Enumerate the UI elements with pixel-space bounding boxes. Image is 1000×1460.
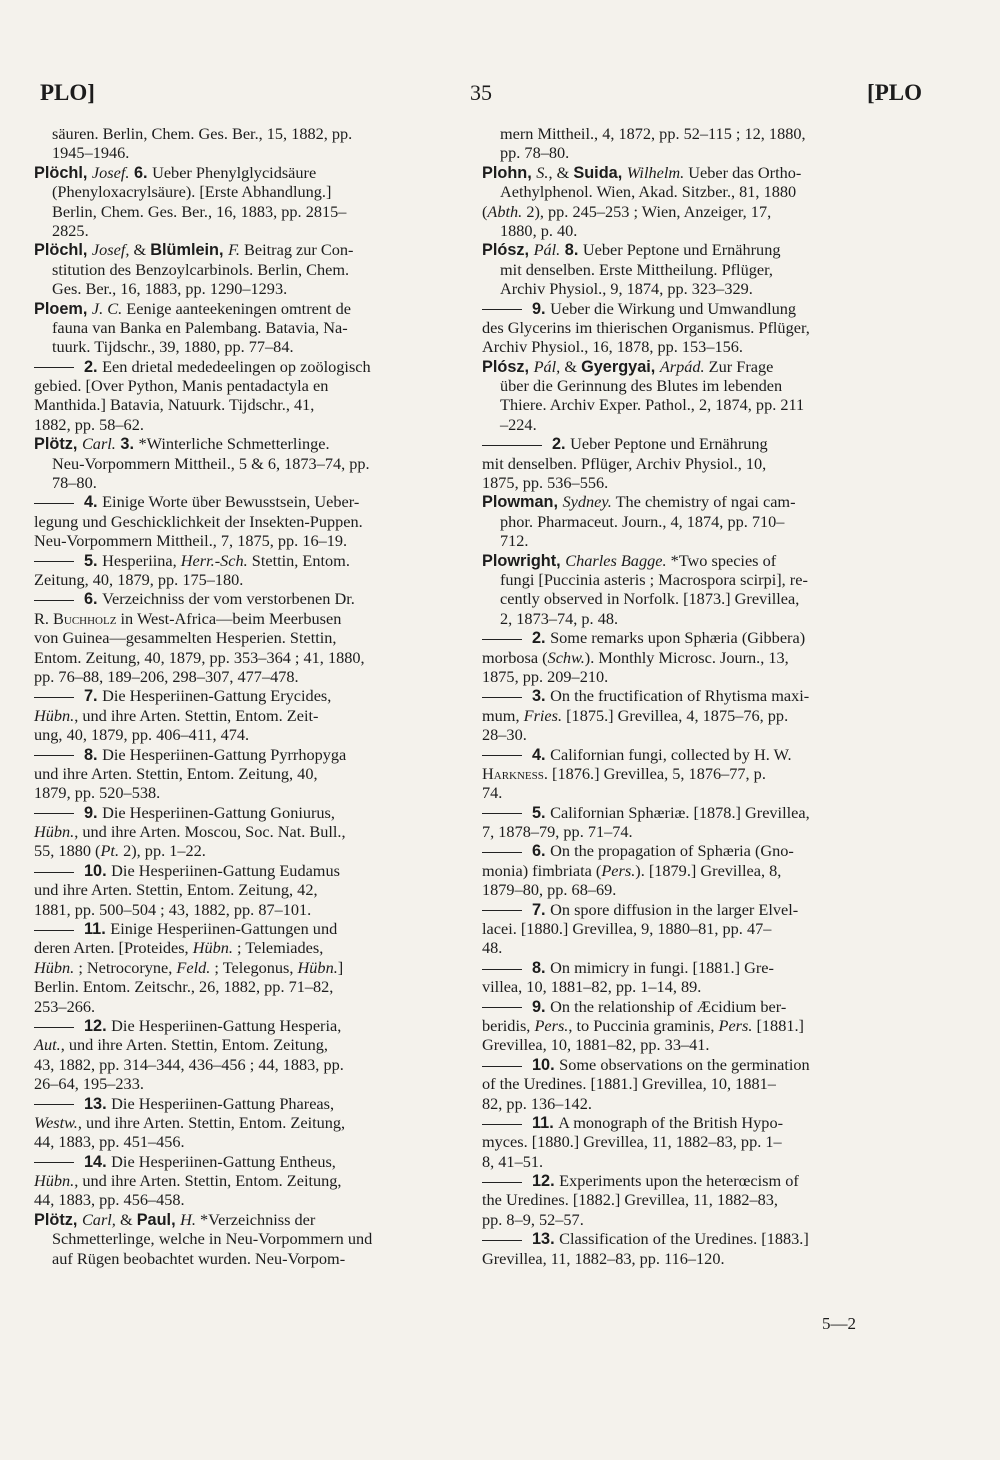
italic-text: Aut.	[34, 1035, 61, 1055]
text-line	[34, 551, 479, 570]
left-column	[34, 124, 479, 1268]
smallcaps-text: Harkness.	[482, 763, 548, 783]
smallcaps-text: Buchholz	[53, 608, 117, 628]
bold-text: 13.	[532, 1230, 560, 1249]
text-line: 2825.	[52, 220, 89, 240]
text-line	[34, 686, 479, 705]
plain-text: 55, 1880 (	[34, 841, 101, 861]
italic-text: Westw.	[34, 1112, 78, 1132]
rule-dash	[482, 969, 522, 970]
bold-text: 11.	[532, 1113, 559, 1132]
text-line: 1881, pp. 500–504 ; 43, 1882, pp. 87–101.	[34, 899, 312, 919]
plain-text: Einige Hesperiinen-Gattungen und	[110, 919, 338, 939]
rule-dash	[482, 445, 542, 446]
text-line	[482, 764, 927, 783]
bold-text: 9.	[532, 997, 551, 1016]
rule-dash	[34, 813, 74, 814]
text-line	[482, 299, 927, 318]
text-line	[34, 1113, 479, 1132]
rule-dash	[34, 697, 74, 698]
text-line	[482, 1016, 927, 1035]
plain-text: *Winterliche Schmetterlinge.	[138, 434, 330, 454]
bold-text: 3.	[115, 435, 139, 454]
bold-text: 9.	[84, 803, 103, 822]
right-column	[482, 124, 927, 1268]
bold-text: 4.	[532, 745, 551, 764]
text-line	[34, 938, 479, 957]
text-line	[482, 900, 927, 919]
plain-text: ; Telegonus,	[210, 957, 298, 977]
text-line: 28–30.	[482, 725, 527, 745]
rule-dash	[34, 1104, 74, 1105]
plain-text: , und ihre Arten. Stettin, Entom. Zeit-	[74, 705, 319, 725]
text-line: tuurk. Tijdschr., 39, 1880, pp. 77–84.	[52, 337, 294, 357]
plain-text: , und ihre Arten. Moscou, Soc. Nat. Bull.,	[74, 822, 346, 842]
rule-dash	[482, 1066, 522, 1067]
italic-text: Hübn.	[34, 822, 75, 842]
text-line: villea, 10, 1881–82, pp. 1–14, 89.	[482, 977, 702, 997]
text-line: 78–80.	[52, 473, 97, 493]
plain-text: On mimicry in fungi. [1881.] Gre-	[550, 957, 774, 977]
text-line	[34, 919, 479, 938]
text-line: 44, 1883, pp. 451–456.	[34, 1132, 185, 1152]
text-line: Grevillea, 11, 1882–83, pp. 116–120.	[482, 1248, 725, 1268]
plain-text: Some observations on the germination	[559, 1054, 810, 1074]
plain-text: Die Hesperiinen-Gattung Entheus,	[111, 1151, 336, 1171]
rule-dash	[482, 1007, 522, 1008]
bold-text: 5.	[532, 803, 551, 822]
signature-mark: 5—2	[822, 1314, 856, 1333]
plain-text: Ueber Phenylglycidsäure	[152, 162, 317, 182]
bold-text: Plohn,	[482, 163, 537, 182]
italic-text: Pál.	[533, 240, 561, 260]
bold-text: 6.	[84, 590, 103, 609]
text-line	[34, 357, 479, 376]
plain-text: Classification of the Uredines. [1883.]	[559, 1229, 809, 1249]
plain-text: Experiments upon the heterœcism of	[559, 1171, 799, 1191]
plain-text: *Two species of	[666, 550, 777, 570]
rule-dash	[482, 639, 522, 640]
rule-dash	[482, 910, 522, 911]
text-line	[34, 861, 479, 880]
bold-text: Plöchl,	[34, 241, 92, 260]
plain-text: deren Arten. [Proteides,	[34, 938, 193, 958]
text-line: 1882, pp. 58–62.	[34, 414, 144, 434]
plain-text: The chemistry of ngai cam-	[611, 492, 796, 512]
rule-dash	[34, 872, 74, 873]
bold-text: 8.	[532, 958, 551, 977]
text-line: 1875, pp. 209–210.	[482, 666, 609, 686]
text-line: mern Mittheil., 4, 1872, pp. 52–115 ; 12, 1880,	[500, 124, 806, 143]
text-line: fauna van Banka en Palembang. Batavia, Na-	[52, 317, 348, 337]
bold-text: Ploem,	[34, 299, 92, 318]
plain-text: Die Hesperiinen-Gattung Hesperia,	[111, 1015, 342, 1035]
text-line: Berlin. Entom. Zeitschr., 26, 1882, pp. 71–82,	[34, 977, 334, 997]
plain-text: ]	[337, 957, 344, 977]
text-line: –224.	[500, 414, 537, 434]
italic-text: Pers.	[601, 860, 636, 880]
plain-text: &	[115, 1209, 137, 1229]
text-line	[34, 492, 479, 511]
text-line: 253–266.	[34, 996, 96, 1016]
text-line: Neu-Vorpommern Mittheil., 5 & 6, 1873–74, pp.	[52, 453, 370, 473]
text-line	[482, 706, 927, 725]
text-line: 1879, pp. 520–538.	[34, 783, 161, 803]
rule-dash	[34, 503, 74, 504]
text-line: 7, 1878–79, pp. 71–74.	[482, 822, 633, 842]
plain-text: Ueber Peptone und Ernährung	[570, 434, 768, 454]
text-line: pp. 8–9, 52–57.	[482, 1209, 584, 1229]
bold-text: 8.	[84, 745, 103, 764]
text-line: auf Rügen beobachtet wurden. Neu-Vorpom-	[52, 1248, 346, 1268]
italic-text: Hübn.	[297, 957, 338, 977]
italic-text: J. C.	[91, 298, 123, 318]
text-line: Archiv Physiol., 9, 1874, pp. 323–329.	[500, 279, 753, 299]
text-line: of the Uredines. [1881.] Grevillea, 10, 1881–	[482, 1074, 776, 1094]
bold-text: 10.	[532, 1055, 560, 1074]
bold-text: 10.	[84, 861, 112, 880]
text-line	[34, 958, 479, 977]
bold-text: Paul,	[136, 1210, 181, 1229]
plain-text: in West-Africa—beim Meerbusen	[116, 608, 342, 628]
text-line: cently observed in Norfolk. [1873.] Grevillea,	[500, 589, 800, 609]
text-line	[482, 202, 927, 221]
bold-text: 13.	[84, 1094, 112, 1113]
bold-text: Plósz,	[482, 357, 534, 376]
plain-text: mum,	[482, 705, 524, 725]
text-line: und ihre Arten. Stettin, Entom. Zeitung, 42,	[34, 880, 318, 900]
text-line: Berlin, Chem. Ges. Ber., 16, 1883, pp. 2815–	[52, 201, 347, 221]
bold-text: 12.	[532, 1172, 560, 1191]
text-line	[34, 745, 479, 764]
rule-dash	[482, 813, 522, 814]
text-line: gebied. [Over Python, Manis pentadactyla en	[34, 376, 329, 396]
bold-text: 2.	[532, 629, 551, 648]
rule-dash	[482, 852, 522, 853]
text-line: 82, pp. 136–142.	[482, 1093, 592, 1113]
plain-text: &	[129, 240, 151, 260]
text-line	[482, 240, 927, 259]
plain-text: R.	[34, 608, 54, 628]
text-line: ung, 40, 1879, pp. 406–411, 474.	[34, 725, 250, 745]
page-number: 35	[470, 80, 492, 105]
text-line: säuren. Berlin, Chem. Ges. Ber., 15, 1882, pp.	[52, 124, 353, 143]
text-line	[34, 163, 479, 182]
plain-text: , to Puccinia graminis,	[568, 1015, 719, 1035]
text-line	[34, 240, 479, 259]
text-line: 48.	[482, 938, 503, 958]
plain-text: Die Hesperiinen-Gattung Erycides,	[102, 686, 332, 706]
plain-text: Einige Worte über Bewusstsein, Ueber-	[102, 492, 360, 512]
bold-text: Plósz,	[482, 241, 534, 260]
text-line: legung und Geschicklichkeit der Insekten-Puppen.	[34, 511, 363, 531]
italic-text: F.	[228, 240, 240, 260]
text-line	[34, 1016, 479, 1035]
text-line: Neu-Vorpommern Mittheil., 7, 1875, pp. 16–19.	[34, 531, 348, 551]
text-line	[34, 1152, 479, 1171]
plain-text: , und ihre Arten. Stettin, Entom. Zeitung,	[74, 1171, 342, 1191]
bold-text: 5.	[84, 551, 103, 570]
plain-text: On the propagation of Sphæria (Gno-	[550, 841, 794, 861]
plain-text: Hesperiina,	[102, 550, 181, 570]
plain-text: A monograph of the British Hypo-	[558, 1112, 784, 1132]
plain-text: Ueber Peptone und Ernährung	[582, 240, 781, 260]
text-line	[482, 1229, 927, 1248]
italic-text: Hübn.	[34, 1171, 75, 1191]
text-line	[482, 628, 927, 647]
plain-text: 2), pp. 1–22.	[119, 841, 206, 861]
italic-text: Pers.	[718, 1015, 753, 1035]
text-line	[34, 299, 479, 318]
plain-text: ; Telemiades,	[232, 938, 324, 958]
rule-dash	[482, 1240, 522, 1241]
plain-text: Stettin, Entom.	[247, 550, 350, 570]
rule-dash	[34, 561, 74, 562]
italic-text: Carl,	[81, 1209, 116, 1229]
text-line	[34, 1035, 479, 1054]
text-line: 1945–1946.	[52, 143, 130, 163]
text-line: 712.	[500, 531, 529, 551]
text-line	[482, 1171, 927, 1190]
text-line: 74.	[482, 783, 503, 803]
italic-text: Charles Bagge.	[565, 550, 667, 570]
plain-text: , und ihre Arten. Stettin, Entom. Zeitung,	[60, 1035, 328, 1055]
plain-text: Ueber das Ortho-	[684, 162, 802, 182]
plain-text: ). [1879.] Grevillea, 8,	[635, 860, 782, 880]
bold-text: Plötz,	[34, 1210, 82, 1229]
text-line: pp. 76–88, 189–206, 298–307, 477–478.	[34, 666, 299, 686]
italic-text: Pers.	[534, 1015, 569, 1035]
text-line: über die Gerinnung des Blutes im lebenden	[500, 376, 783, 396]
text-line	[34, 1210, 479, 1229]
bold-text: 6.	[532, 842, 551, 861]
text-line	[482, 745, 927, 764]
text-line	[482, 434, 927, 453]
plain-text: [1875.] Grevillea, 4, 1875–76, pp.	[562, 705, 789, 725]
rule-dash	[34, 1162, 74, 1163]
text-line	[482, 803, 927, 822]
plain-text: beridis,	[482, 1015, 535, 1035]
text-line: 1880, p. 40.	[500, 220, 578, 240]
bold-text: 2.	[84, 357, 103, 376]
plain-text: , und ihre Arten. Stettin, Entom. Zeitung,	[77, 1112, 346, 1132]
italic-text: Hübn.	[34, 957, 75, 977]
text-line: Aethylphenol. Wien, Akad. Sitzber., 81, 1880	[500, 182, 797, 202]
rule-dash	[34, 600, 74, 601]
italic-text: H.	[180, 1209, 196, 1229]
bold-text: Gyergyai,	[581, 357, 660, 376]
bold-text: 2.	[552, 435, 571, 454]
text-line: 1879–80, pp. 68–69.	[482, 880, 617, 900]
italic-text: Herr.-Sch.	[180, 550, 248, 570]
plain-text: Die Hesperiinen-Gattung Goniurus,	[102, 802, 335, 822]
text-line: mit denselben. Erste Mittheilung. Pflüger,	[500, 259, 773, 279]
bold-text: 11.	[84, 920, 111, 939]
italic-text: Arpád.	[659, 356, 705, 376]
text-line	[482, 861, 927, 880]
rule-dash	[34, 1027, 74, 1028]
text-line: 43, 1882, pp. 314–344, 436–456 ; 44, 1883, pp.	[34, 1054, 344, 1074]
plain-text: Beitrag zur Con-	[239, 240, 354, 260]
text-line	[34, 434, 479, 453]
plain-text: Californian fungi, collected by H. W.	[550, 744, 792, 764]
text-line: Thiere. Archiv Exper. Pathol., 2, 1874, pp. 211	[500, 395, 805, 415]
plain-text: Die Hesperiinen-Gattung Eudamus	[111, 860, 340, 880]
plain-text: &	[560, 356, 582, 376]
text-line	[34, 1171, 479, 1190]
bold-text: 7.	[532, 900, 551, 919]
text-line: Archiv Physiol., 16, 1878, pp. 153–156.	[482, 337, 743, 357]
text-line: Grevillea, 10, 1881–82, pp. 33–41.	[482, 1035, 710, 1055]
text-line: 2, 1873–74, p. 48.	[500, 608, 619, 628]
text-line	[482, 492, 927, 511]
text-line	[34, 609, 479, 628]
plain-text: (	[482, 201, 488, 221]
plain-text: On the relationship of Æcidium ber-	[550, 996, 787, 1016]
rule-dash	[34, 755, 74, 756]
plain-text: On spore diffusion in the larger Elvel-	[550, 899, 799, 919]
bold-text: 4.	[84, 493, 103, 512]
text-line: Zeitung, 40, 1879, pp. 175–180.	[34, 569, 244, 589]
plain-text: Die Hesperiinen-Gattung Phareas,	[111, 1093, 335, 1113]
plain-text: Die Hesperiinen-Gattung Pyrrhopyga	[102, 744, 347, 764]
bold-text: 14.	[84, 1152, 112, 1171]
italic-text: Pál,	[533, 356, 561, 376]
text-line: the Uredines. [1882.] Grevillea, 11, 1882–83,	[482, 1190, 779, 1210]
bold-text: 12.	[84, 1016, 112, 1035]
plain-text: [1881.]	[752, 1015, 804, 1035]
rule-dash	[482, 1182, 522, 1183]
text-line: des Glycerins im thierischen Organismus. Pflüger,	[482, 317, 810, 337]
text-line: (Phenyloxacrylsäure). [Erste Abhandlung.]	[52, 182, 332, 202]
bold-text: Plowright,	[482, 551, 566, 570]
text-line: 1875, pp. 536–556.	[482, 473, 609, 493]
rule-dash	[482, 309, 522, 310]
plain-text: Some remarks upon Sphæria (Gibbera)	[550, 628, 806, 648]
text-line	[482, 958, 927, 977]
text-line	[34, 822, 479, 841]
italic-text: Hübn.	[34, 705, 75, 725]
italic-text: Feld.	[176, 957, 211, 977]
text-line	[34, 589, 479, 608]
text-line: phor. Pharmaceut. Journ., 4, 1874, pp. 710–	[500, 511, 785, 531]
text-line	[482, 163, 927, 182]
italic-text: S.	[536, 162, 549, 182]
text-line: 8, 41–51.	[482, 1151, 544, 1171]
italic-text: Wilhelm.	[626, 162, 685, 182]
text-line: lacei. [1880.] Grevillea, 9, 1880–81, pp. 47–	[482, 919, 772, 939]
text-line: Ges. Ber., 16, 1883, pp. 1290–1293.	[52, 279, 288, 299]
plain-text: ). Monthly Microsc. Journ., 13,	[584, 647, 789, 667]
italic-text: Sydney.	[562, 492, 612, 512]
bold-text: Plöchl,	[34, 163, 92, 182]
text-line: myces. [1880.] Grevillea, 11, 1882–83, pp. 1–	[482, 1132, 782, 1152]
italic-text: Pt.	[100, 841, 120, 861]
plain-text: , &	[548, 162, 574, 182]
italic-text: Fries.	[523, 705, 563, 725]
text-line	[482, 1113, 927, 1132]
text-line: und ihre Arten. Stettin, Entom. Zeitung, 40,	[34, 763, 318, 783]
rule-dash	[34, 930, 74, 931]
text-line	[482, 551, 927, 570]
rule-dash	[482, 755, 522, 756]
rule-dash	[482, 697, 522, 698]
bold-text: 7.	[84, 687, 103, 706]
text-line: von Guinea—gesammelten Hesperien. Stettin,	[34, 628, 337, 648]
text-line: 44, 1883, pp. 456–458.	[34, 1190, 185, 1210]
text-line	[34, 803, 479, 822]
bold-text: 6.	[129, 163, 153, 182]
plain-text: ; Netrocoryne,	[74, 957, 177, 977]
running-head-left: PLO]	[40, 80, 95, 105]
italic-text: Josef,	[91, 240, 130, 260]
text-line	[34, 706, 479, 725]
plain-text: On the fructification of Rhytisma maxi-	[550, 686, 810, 706]
plain-text: [1876.] Grevillea, 5, 1876–77, p.	[547, 763, 766, 783]
bold-text: Suida,	[573, 163, 627, 182]
plain-text: Een drietal mededeelingen op zoölogisch	[102, 356, 371, 376]
bold-text: 3.	[532, 687, 551, 706]
text-line	[482, 648, 927, 667]
text-line	[482, 357, 927, 376]
text-line: Schmetterlinge, welche in Neu-Vorpommern und	[52, 1229, 373, 1249]
bold-text: Blümlein,	[150, 241, 229, 260]
text-line: mit denselben. Pflüger, Archiv Physiol., 10,	[482, 453, 767, 473]
running-head-right: [PLO	[867, 80, 922, 105]
text-line: Entom. Zeitung, 40, 1879, pp. 353–364 ; 41, 1880,	[34, 647, 365, 667]
plain-text: 2), pp. 245–253 ; Wien, Anzeiger, 17,	[522, 201, 772, 221]
bold-text: 9.	[532, 299, 551, 318]
text-line	[34, 1094, 479, 1113]
plain-text: morbosa (	[482, 647, 548, 667]
text-line: Manthida.] Batavia, Natuurk. Tijdschr., 41,	[34, 395, 315, 415]
plain-text: Verzeichniss der vom verstorbenen Dr.	[102, 589, 355, 609]
italic-text: Schw.	[547, 647, 585, 667]
text-line: pp. 78–80.	[500, 143, 570, 163]
text-line: 26–64, 195–233.	[34, 1074, 144, 1094]
rule-dash	[34, 367, 74, 368]
plain-text: Ueber die Wirkung und Umwandlung	[550, 298, 797, 318]
italic-text: Carl.	[81, 434, 116, 454]
text-line	[482, 1055, 927, 1074]
plain-text: *Verzeichniss der	[195, 1209, 316, 1229]
italic-text: Abth.	[487, 201, 523, 221]
text-line	[34, 841, 479, 860]
plain-text: Californian Sphæriæ. [1878.] Grevillea,	[550, 802, 810, 822]
plain-text: Eenige aanteekeningen omtrent de	[122, 298, 351, 318]
plain-text: monia) fimbriata (	[482, 860, 602, 880]
bold-text: 8.	[560, 241, 583, 260]
text-line: stitution des Benzoylcarbinols. Berlin, Chem.	[52, 259, 350, 279]
text-line: fungi [Puccinia asteris ; Macrospora scirpi], re-	[500, 569, 808, 589]
bold-text: Plowman,	[482, 493, 563, 512]
plain-text: Zur Frage	[704, 356, 774, 376]
rule-dash	[482, 1124, 522, 1125]
text-line	[482, 997, 927, 1016]
italic-text: Josef.	[91, 162, 130, 182]
text-line	[482, 686, 927, 705]
text-line	[482, 841, 927, 860]
italic-text: Hübn.	[192, 938, 233, 958]
bold-text: Plötz,	[34, 435, 82, 454]
